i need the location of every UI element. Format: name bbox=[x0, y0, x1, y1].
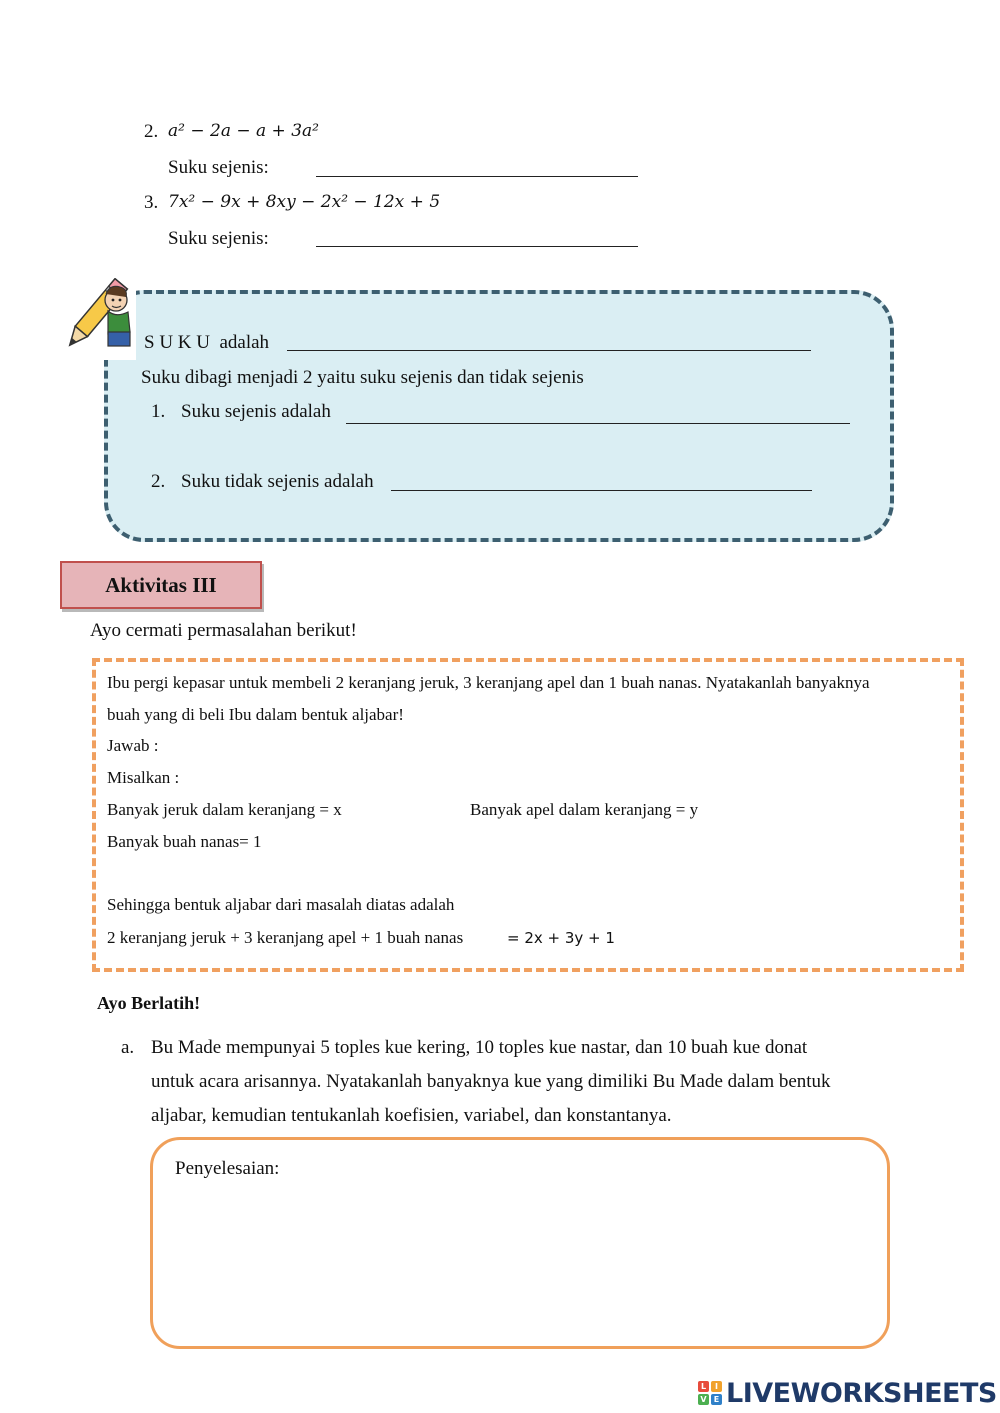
problem-jeruk: Banyak jeruk dalam keranjang = x bbox=[107, 800, 342, 819]
suku-item-2-number: 2. bbox=[151, 471, 166, 492]
suku-answer-line[interactable] bbox=[287, 350, 811, 351]
logo-letter-v: V bbox=[698, 1394, 709, 1405]
logo-letter-e: E bbox=[711, 1394, 722, 1405]
problem-expression-text: 2 keranjang jeruk + 3 keranjang apel + 1 buah nanas bbox=[107, 928, 464, 947]
problem-apel: Banyak apel dalam keranjang = y bbox=[470, 800, 699, 819]
exercise-3-expression: 7x² − 9x + 8xy − 2x² − 12x + 5 bbox=[168, 192, 441, 212]
exercise-2-number: 2. bbox=[144, 121, 159, 142]
exercise-2-answer-line[interactable] bbox=[316, 176, 638, 177]
logo-text: LIVEWORKSHEETS bbox=[726, 1377, 997, 1409]
problem-misalkan: Misalkan : bbox=[107, 768, 180, 787]
suku-item-1-number: 1. bbox=[151, 401, 166, 422]
aktivitas-title: Aktivitas III bbox=[105, 572, 217, 597]
suku-tidak-sejenis-answer-line[interactable] bbox=[391, 490, 812, 491]
problem-nanas: Banyak buah nanas= 1 bbox=[107, 832, 262, 851]
berlatih-item-letter: a. bbox=[121, 1037, 135, 1058]
suku-title: S U K U adalah bbox=[144, 332, 270, 353]
suku-sejenis-answer-line[interactable] bbox=[346, 423, 850, 424]
pencil-icon bbox=[50, 278, 136, 360]
suku-intro: Suku dibagi menjadi 2 yaitu suku sejenis dan tidak sejenis bbox=[141, 367, 584, 388]
logo-grid-icon bbox=[698, 1381, 722, 1405]
exercise-2-label: Suku sejenis: bbox=[168, 157, 269, 178]
problem-line-2: buah yang di beli Ibu dalam bentuk aljabar! bbox=[107, 705, 404, 724]
berlatih-title: Ayo Berlatih! bbox=[97, 993, 201, 1013]
berlatih-item-line-3: aljabar, kemudian tentukanlah koefisien, variabel, dan konstantanya. bbox=[151, 1105, 672, 1126]
liveworksheets-logo bbox=[698, 1378, 997, 1408]
exercise-3-answer-line[interactable] bbox=[316, 246, 638, 247]
exercise-3-number: 3. bbox=[144, 192, 159, 213]
problem-sehingga: Sehingga bentuk aljabar dari masalah diatas adalah bbox=[107, 895, 455, 914]
suku-item-1-text: Suku sejenis adalah bbox=[181, 401, 331, 422]
problem-expression-result: = 2x + 3y + 1 bbox=[507, 929, 615, 947]
answer-label: Penyelesaian: bbox=[175, 1158, 280, 1179]
pencil-mascot bbox=[50, 278, 136, 360]
exercise-2-expression: a² − 2a − a + 3a² bbox=[168, 121, 319, 141]
aktivitas-tab bbox=[60, 561, 262, 609]
berlatih-item-line-1: Bu Made mempunyai 5 toples kue kering, 10 toples kue nastar, dan 10 buah kue donat bbox=[151, 1037, 808, 1058]
berlatih-item-line-2: untuk acara arisannya. Nyatakanlah banyaknya kue yang dimiliki Bu Made dalam bentuk bbox=[151, 1071, 831, 1092]
aktivitas-instruction: Ayo cermati permasalahan berikut! bbox=[90, 620, 357, 641]
problem-line-1: Ibu pergi kepasar untuk membeli 2 keranjang jeruk, 3 keranjang apel dan 1 buah nanas. Nyatakanlah banyaknya bbox=[107, 673, 870, 692]
suku-item-2-text: Suku tidak sejenis adalah bbox=[181, 471, 374, 492]
problem-jawab: Jawab : bbox=[107, 736, 159, 755]
logo-letter-l: L bbox=[698, 1381, 709, 1392]
exercise-3-label: Suku sejenis: bbox=[168, 228, 269, 249]
logo-letter-i: I bbox=[711, 1381, 722, 1392]
